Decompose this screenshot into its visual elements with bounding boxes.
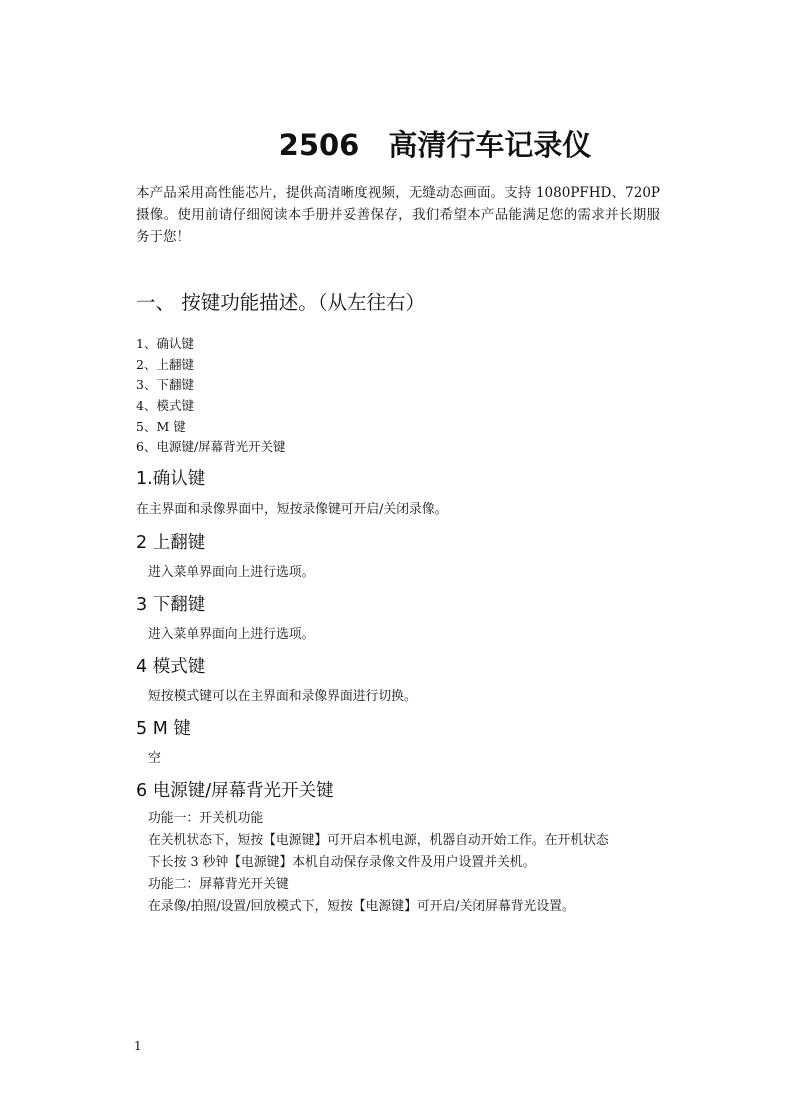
- subsection-heading-power-key: 6 电源键/屏幕背光开关键: [136, 781, 334, 801]
- subsection-heading-m-key: 5 M 键: [136, 719, 191, 739]
- power-key-line: 功能一：开关机功能: [148, 811, 264, 826]
- subsection-body-power-key: [148, 808, 609, 918]
- document-title: 2506 高清行车记录仪: [278, 128, 592, 162]
- key-list: [136, 334, 286, 458]
- list-item: 6、电源键/屏幕背光开关键: [136, 439, 286, 455]
- subsection-body-up-key: 进入菜单界面向上进行选项。: [148, 565, 315, 580]
- subsection-heading-down-key: 3 下翻键: [136, 595, 206, 615]
- list-item: 4、模式键: [136, 398, 194, 414]
- list-item: 5、M 键: [136, 418, 186, 434]
- subsection-heading-up-key: 2 上翻键: [136, 533, 206, 553]
- list-item: 3、下翻键: [136, 377, 194, 393]
- list-item: 1、确认键: [136, 336, 194, 351]
- power-key-line: 下长按 3 秒钟【电源键】本机自动保存录像文件及用户设置并关机。: [148, 855, 536, 870]
- page-number: 1: [134, 1039, 142, 1053]
- subsection-heading-confirm-key: 1.确认键: [136, 469, 206, 489]
- power-key-line: 功能二：屏幕背光开关键: [148, 877, 289, 892]
- subsection-body-down-key: 进入菜单界面向上进行选项。: [148, 627, 315, 642]
- subsection-body-confirm-key: 在主界面和录像界面中，短按录像键可开启/关闭录像。: [136, 502, 448, 517]
- list-item: 2、上翻键: [136, 356, 194, 372]
- power-key-line: 在录像/拍照/设置/回放模式下，短按【电源键】可开启/关闭屏幕背光设置。: [148, 899, 575, 914]
- subsection-body-mode-key: 短按模式键可以在主界面和录像界面进行切换。: [148, 689, 417, 704]
- power-key-line: 在关机状态下，短按【电源键】可开启本机电源，机器自动开始工作。在开机状态: [148, 833, 609, 848]
- subsection-body-m-key: 空: [148, 751, 161, 766]
- section-heading-key-functions: 一、 按键功能描述。（从左往右）: [136, 291, 425, 314]
- subsection-heading-mode-key: 4 模式键: [136, 657, 206, 677]
- intro-paragraph: 本产品采用高性能芯片，提供高清晰度视频，无缝动态画面。支持 1080PFHD、720P 摄像。使用前请仔细阅读本手册并妥善保存，我们希望本产品能满足您的需求并长期服务于您！: [136, 185, 660, 245]
